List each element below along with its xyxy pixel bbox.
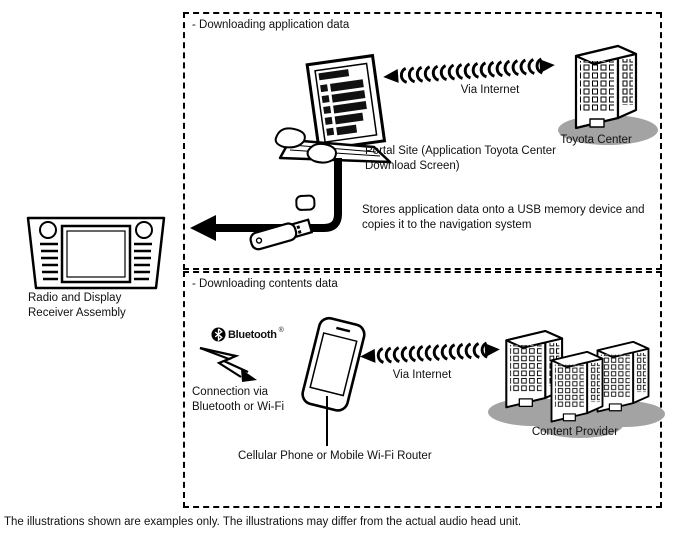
contents-section-title: - Downloading contents data	[192, 278, 338, 290]
toyota-center-label: Toyota Center	[560, 134, 632, 146]
app-section-title: - Downloading application data	[192, 19, 350, 31]
usb-drive-icon	[232, 200, 330, 260]
content-provider-label: Content Provider	[531, 426, 619, 438]
radio-display-unit-icon	[20, 214, 172, 292]
footer-note: The illustrations shown are examples only. The illustrations may differ from the actual audio head unit.	[4, 516, 522, 528]
phone-pointer-line	[326, 396, 328, 446]
portal-site-label: Portal Site (Application Toyota Center Download Screen)	[365, 145, 556, 173]
phone-label: Cellular Phone or Mobile Wi-Fi Router	[238, 450, 432, 462]
lightning-arrow-icon	[196, 344, 260, 388]
bluetooth-registered-mark: ®	[278, 327, 284, 334]
bluetooth-icon	[211, 327, 284, 342]
via-internet-contents-label: Via Internet	[392, 369, 452, 381]
connection-label: Connection via Bluetooth or Wi-Fi	[192, 386, 285, 414]
via-internet-app-label: Via Internet	[460, 84, 520, 96]
toyota-center-building-icon	[548, 30, 663, 148]
bluetooth-rune-icon	[211, 327, 226, 342]
usb-note-label: Stores application data onto a USB memory device and copies it to the navigation system	[362, 204, 645, 232]
bluetooth-label: Bluetooth	[228, 328, 277, 341]
content-provider-buildings-icon	[483, 310, 668, 438]
radio-receiver-label: Radio and Display Receiver Assembly	[28, 292, 126, 320]
smartphone-icon	[292, 316, 374, 416]
